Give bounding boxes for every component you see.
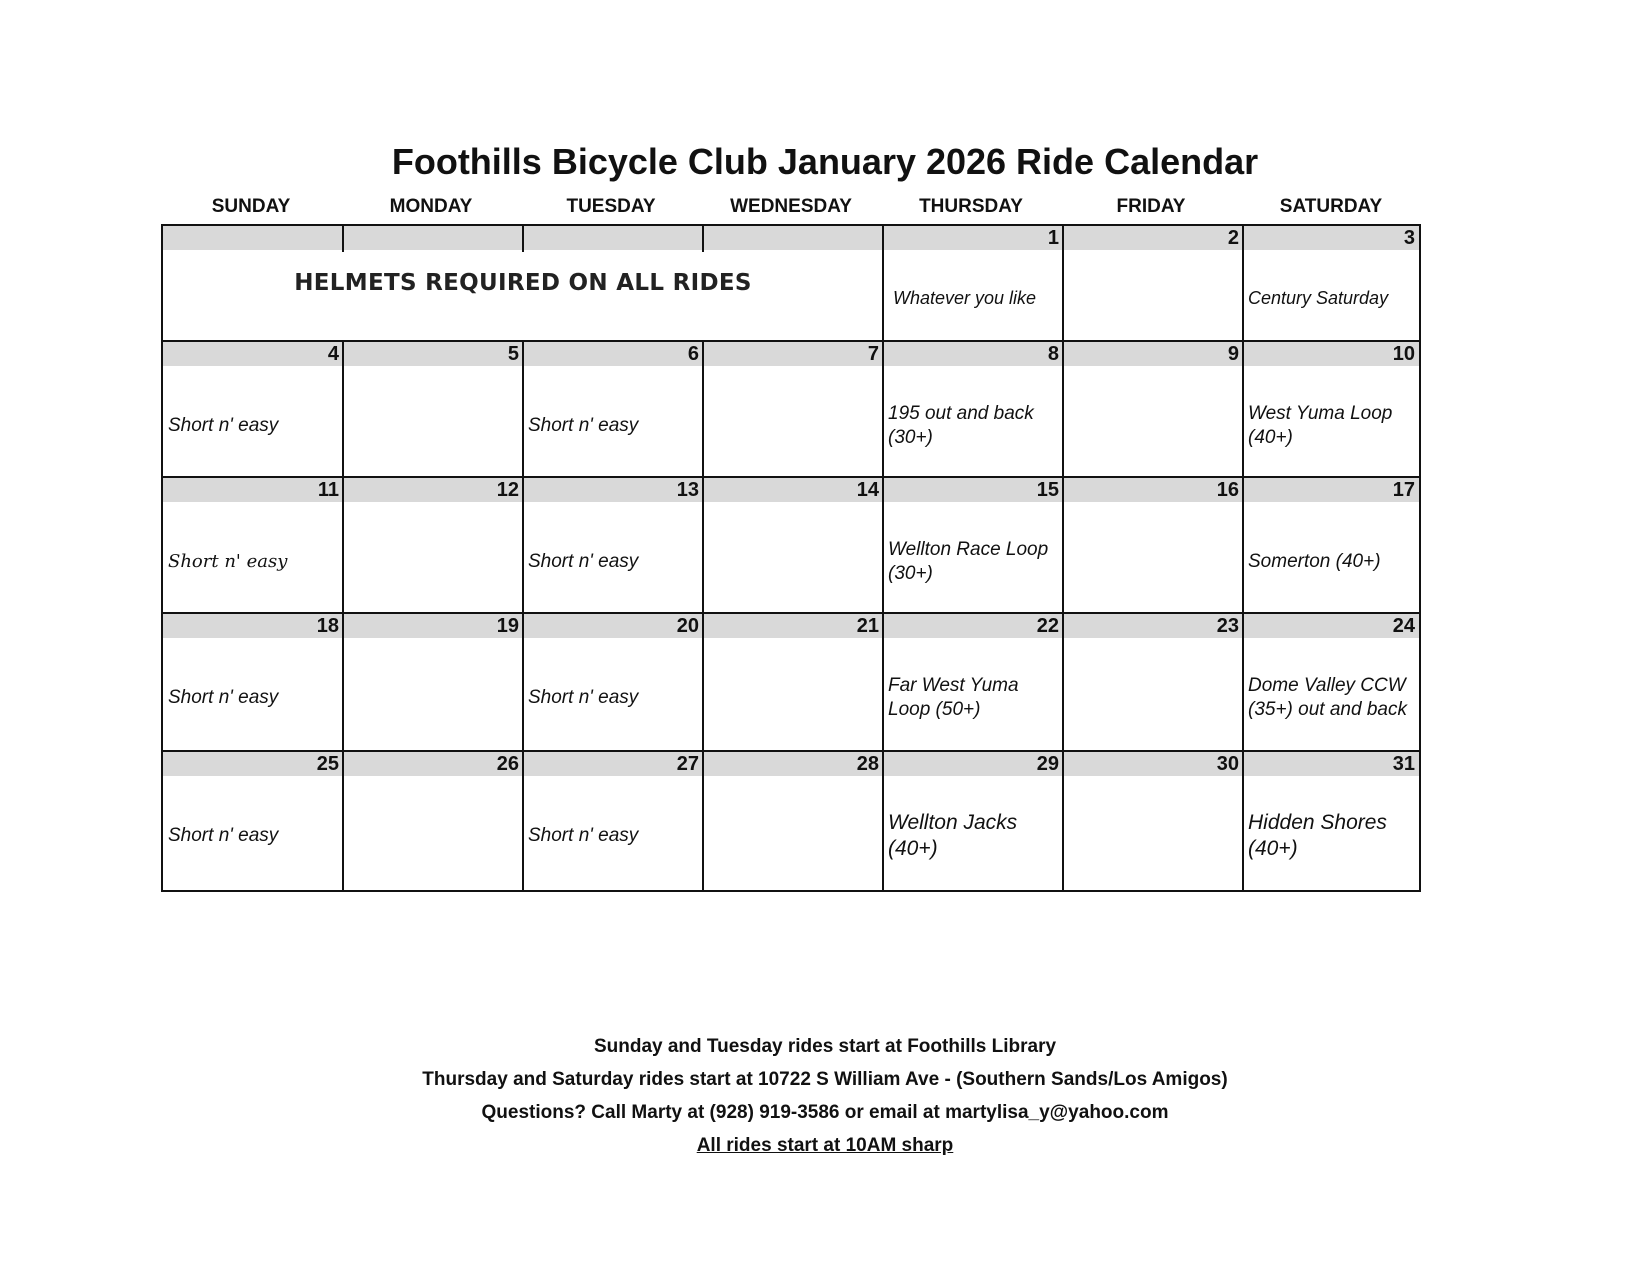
footer-start-time: All rides start at 10AM sharp xyxy=(696,1135,954,1156)
week-divider xyxy=(163,340,1419,342)
column-divider xyxy=(522,226,524,252)
ride-name: West Yuma Loop (40+) xyxy=(1248,403,1393,448)
day-number: 19 xyxy=(343,614,523,638)
column-divider xyxy=(1062,226,1064,890)
ride-name: Dome Valley CCW (35+) out and back xyxy=(1248,675,1407,720)
day-number: 14 xyxy=(703,478,883,502)
day-number: 7 xyxy=(703,342,883,366)
day-number: 3 xyxy=(1243,226,1419,250)
day-header-row xyxy=(161,196,1421,218)
day-number: 9 xyxy=(1063,342,1243,366)
day-number: 8 xyxy=(883,342,1063,366)
column-divider xyxy=(702,340,704,890)
day-number: 4 xyxy=(163,342,343,366)
day-number: 11 xyxy=(163,478,343,502)
day-number: 27 xyxy=(523,752,703,776)
day-header-friday: FRIDAY xyxy=(1116,196,1186,217)
day-number: 13 xyxy=(523,478,703,502)
ride-name: Short n' easy xyxy=(528,551,639,572)
ride-name: Short n' easy xyxy=(528,825,639,846)
day-header-sunday: SUNDAY xyxy=(211,196,291,217)
day-number: 10 xyxy=(1243,342,1419,366)
ride-name: Somerton (40+) xyxy=(1248,551,1381,572)
day-number: 28 xyxy=(703,752,883,776)
page-title: Foothills Bicycle Club January 2026 Ride Calendar xyxy=(391,141,1259,182)
footer-line: Thursday and Saturday rides start at 10722 S William Ave - (Southern Sands/Los Amigos) xyxy=(422,1069,1228,1090)
week-divider xyxy=(163,750,1419,752)
day-header-saturday: SATURDAY xyxy=(1279,196,1383,217)
day-number xyxy=(523,226,703,250)
ride-name: Short n' easy xyxy=(168,825,279,846)
day-number: 16 xyxy=(1063,478,1243,502)
ride-name: Short n' easy xyxy=(168,687,279,708)
day-header-thursday: THURSDAY xyxy=(919,196,1023,217)
ride-name: Short n' easy xyxy=(168,415,279,436)
column-divider xyxy=(342,226,344,252)
day-number: 24 xyxy=(1243,614,1419,638)
day-number: 22 xyxy=(883,614,1063,638)
day-number: 25 xyxy=(163,752,343,776)
ride-name: Far West Yuma Loop (50+) xyxy=(888,675,1019,720)
day-number: 12 xyxy=(343,478,523,502)
ride-name: Short n' easy xyxy=(528,415,639,436)
ride-name: Short n' easy xyxy=(528,687,639,708)
day-number: 30 xyxy=(1063,752,1243,776)
day-number: 17 xyxy=(1243,478,1419,502)
ride-name: Hidden Shores (40+) xyxy=(1248,811,1387,860)
day-number: 26 xyxy=(343,752,523,776)
day-number xyxy=(703,226,883,250)
column-divider xyxy=(342,340,344,890)
footer-line: Sunday and Tuesday rides start at Foothills Library xyxy=(593,1036,1057,1057)
day-number: 31 xyxy=(1243,752,1419,776)
day-number: 21 xyxy=(703,614,883,638)
day-number: 5 xyxy=(343,342,523,366)
day-number xyxy=(343,226,523,250)
column-divider xyxy=(1242,226,1244,890)
day-header-tuesday: TUESDAY xyxy=(566,196,656,217)
footer-notes xyxy=(0,1030,1650,1162)
day-header-wednesday: WEDNESDAY xyxy=(730,196,852,217)
column-divider xyxy=(522,340,524,890)
day-number: 29 xyxy=(883,752,1063,776)
day-number: 23 xyxy=(1063,614,1243,638)
week-divider xyxy=(163,476,1419,478)
helmets-banner: HELMETS REQUIRED ON ALL RIDES xyxy=(294,270,752,296)
day-number: 1 xyxy=(883,226,1063,250)
ride-name: Century Saturday xyxy=(1248,288,1389,308)
day-number: 2 xyxy=(1063,226,1243,250)
ride-name: Whatever you like xyxy=(893,288,1037,308)
ride-name: Wellton Race Loop (30+) xyxy=(888,539,1049,584)
footer-line: Questions? Call Marty at (928) 919-3586 or email at martylisa_y@yahoo.com xyxy=(481,1102,1169,1123)
ride-name: Wellton Jacks (40+) xyxy=(888,811,1018,860)
ride-name: Short n' easy xyxy=(168,551,288,572)
column-divider xyxy=(882,226,884,890)
week-divider xyxy=(163,612,1419,614)
calendar-grid xyxy=(161,224,1421,892)
day-header-monday: MONDAY xyxy=(389,196,473,217)
day-number: 20 xyxy=(523,614,703,638)
day-number xyxy=(163,226,343,250)
ride-name: 195 out and back (30+) xyxy=(888,403,1034,448)
day-number: 18 xyxy=(163,614,343,638)
day-number: 15 xyxy=(883,478,1063,502)
day-number: 6 xyxy=(523,342,703,366)
column-divider xyxy=(702,226,704,252)
